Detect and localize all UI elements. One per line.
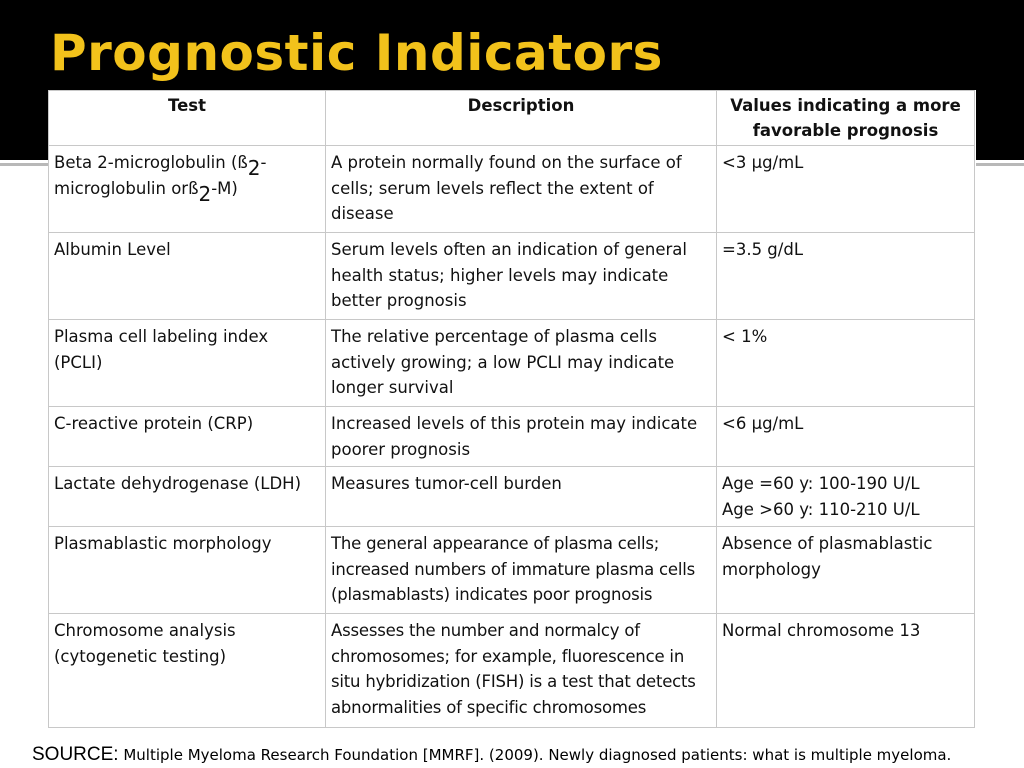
cell-value: Normal chromosome 13 <box>717 614 975 728</box>
test-text: -M) <box>211 178 238 198</box>
cell-description: The relative percentage of plasma cells actively growing; a low PCLI may indicate longer survival <box>326 320 717 407</box>
cell-description: The general appearance of plasma cells; increased numbers of immature plasma cells (plasmablasts) indicates poor prognosis <box>326 527 717 614</box>
source-citation <box>32 744 951 766</box>
header-values: Values indicating a more favorable prognosis <box>717 91 975 146</box>
cell-value: Absence of plasmablastic morphology <box>717 527 975 614</box>
cell-description: Serum levels often an indication of general health status; higher levels may indicate better prognosis <box>326 233 717 320</box>
table-row <box>49 614 975 728</box>
cell-value: <6 µg/mL <box>717 407 975 467</box>
test-text: -microglobulin orß <box>54 153 267 198</box>
cell-description: Measures tumor-cell burden <box>326 467 717 527</box>
cell-test <box>49 146 326 233</box>
cell-test: Lactate dehydrogenase (LDH) <box>49 467 326 527</box>
subscript: 2 <box>198 181 212 206</box>
prognostic-indicators-table <box>48 90 975 728</box>
prognostic-table-container <box>48 90 976 735</box>
table-header-row <box>49 91 975 146</box>
divider-rule-right <box>976 163 1024 166</box>
header-test: Test <box>49 91 326 146</box>
cell-description: A protein normally found on the surface of cells; serum levels reflect the extent of disease <box>326 146 717 233</box>
table-row <box>49 467 975 527</box>
subscript: 2 <box>247 156 261 180</box>
cell-test: Plasmablastic morphology <box>49 527 326 614</box>
test-text: Beta 2-microglobulin (ß <box>54 153 248 172</box>
value-line: Age >60 y: 110-210 U/L <box>722 499 920 519</box>
slide-title: Prognostic Indicators <box>50 24 663 82</box>
cell-value <box>717 467 975 527</box>
cell-test: Plasma cell labeling index (PCLI) <box>49 320 326 407</box>
table-row <box>49 233 975 320</box>
cell-value: <3 µg/mL <box>717 146 975 233</box>
cell-description: Increased levels of this protein may indicate poorer prognosis <box>326 407 717 467</box>
cell-value: =3.5 g/dL <box>717 233 975 320</box>
table-row <box>49 407 975 467</box>
cell-test: Albumin Level <box>49 233 326 320</box>
source-text: Multiple Myeloma Research Foundation [MMRF]. (2009). Newly diagnosed patients: what is multiple myeloma. <box>123 746 952 764</box>
cell-test: C-reactive protein (CRP) <box>49 407 326 467</box>
table-row <box>49 320 975 407</box>
source-label: SOURCE: <box>32 744 119 765</box>
value-line: Age =60 y: 100-190 U/L <box>722 474 920 493</box>
divider-rule-left <box>0 163 48 166</box>
cell-test: Chromosome analysis (cytogenetic testing) <box>49 614 326 728</box>
cell-value: < 1% <box>717 320 975 407</box>
cell-description: Assesses the number and normalcy of chromosomes; for example, fluorescence in situ hybridization (FISH) is a test that detects abnormalities of specific chromosomes <box>326 614 717 728</box>
header-description: Description <box>326 91 717 146</box>
table-row <box>49 146 975 233</box>
table-row <box>49 527 975 614</box>
